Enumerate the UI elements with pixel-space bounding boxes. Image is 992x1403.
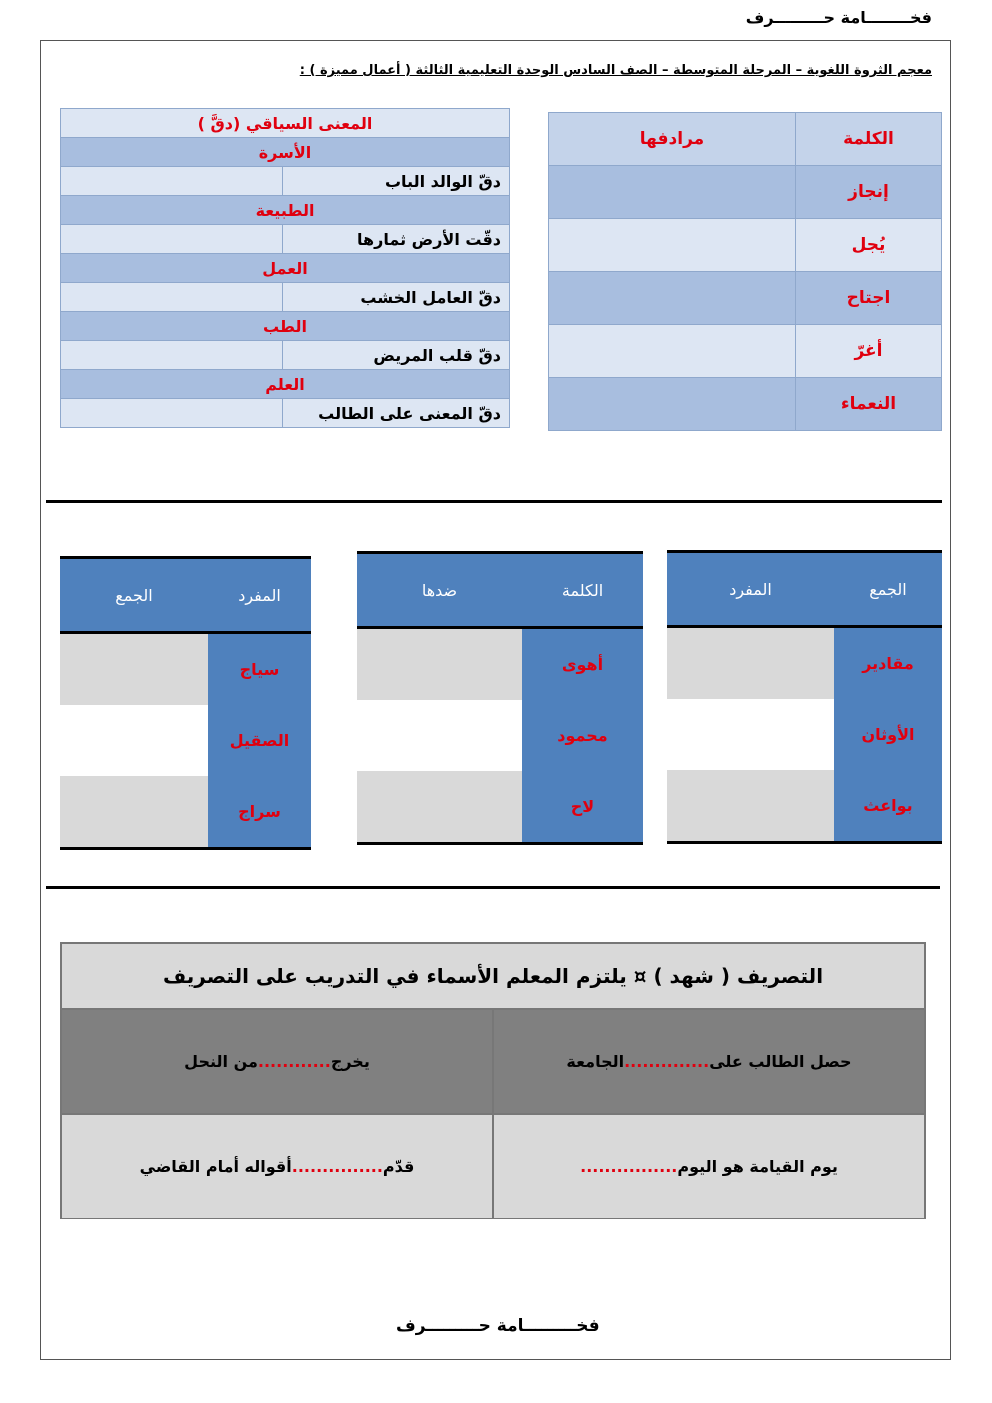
plural-answer[interactable] bbox=[60, 705, 208, 776]
singular-word: الصقيل bbox=[208, 705, 311, 776]
context-category: العمل bbox=[61, 254, 510, 283]
context-example: دقّ قلب المريض bbox=[283, 341, 510, 370]
context-answer[interactable] bbox=[61, 283, 283, 312]
antonyms-table bbox=[357, 551, 643, 845]
conjugation-sentence-2[interactable]: يخرج ............ من النحل bbox=[62, 1010, 494, 1113]
col-singular-header: المفرد bbox=[208, 558, 311, 633]
antonym-word: لاح bbox=[522, 771, 643, 844]
synonym-word: أغرّ bbox=[796, 325, 942, 378]
section-divider bbox=[46, 886, 940, 889]
plural-word: مقادير bbox=[834, 627, 942, 700]
plural-answer[interactable] bbox=[60, 776, 208, 849]
plural-answer[interactable] bbox=[60, 633, 208, 706]
singular-word: سياج bbox=[208, 633, 311, 706]
context-answer[interactable] bbox=[61, 167, 283, 196]
context-example: دقّ العامل الخشب bbox=[283, 283, 510, 312]
conjugation-title: التصريف ( شهد ) ¤ يلتزم المعلم الأسماء في التدريب على التصريف bbox=[62, 944, 924, 1010]
worksheet-subtitle: معجم الثروة اللغوية – المرحلة المتوسطة – الصف السادس الوحدة التعليمية الثالثة ( أعمال مميزة ) : bbox=[299, 63, 932, 78]
context-answer[interactable] bbox=[61, 341, 283, 370]
col-opposite-header: ضدها bbox=[357, 553, 522, 628]
conjugation-sentence-3[interactable]: يوم القيامة هو اليوم ................ bbox=[494, 1115, 924, 1218]
synonym-word: اجتاح bbox=[796, 272, 942, 325]
conjugation-table bbox=[60, 942, 926, 1219]
context-answer[interactable] bbox=[61, 225, 283, 254]
singular-answer[interactable] bbox=[667, 627, 834, 700]
context-meaning-table bbox=[60, 108, 510, 428]
synonym-answer[interactable] bbox=[549, 166, 796, 219]
context-example: دقّ الوالد الباب bbox=[283, 167, 510, 196]
antonym-word: أهوى bbox=[522, 628, 643, 701]
synonym-answer[interactable] bbox=[549, 378, 796, 431]
plural-to-singular-table bbox=[667, 550, 942, 844]
col-word-header: الكلمة bbox=[796, 113, 942, 166]
singular-answer[interactable] bbox=[667, 770, 834, 843]
antonym-word: محمود bbox=[522, 700, 643, 771]
plural-word: الأوثان bbox=[834, 699, 942, 770]
antonym-answer[interactable] bbox=[357, 771, 522, 844]
antonym-answer[interactable] bbox=[357, 700, 522, 771]
antonym-answer[interactable] bbox=[357, 628, 522, 701]
col-singular-header: المفرد bbox=[667, 552, 834, 627]
col-plural-header: الجمع bbox=[834, 552, 942, 627]
footer-title: فخـــــــــامة حـــــــــرف bbox=[396, 1316, 600, 1336]
singular-answer[interactable] bbox=[667, 699, 834, 770]
context-title: المعنى السياقي (دقَّ ) bbox=[61, 109, 510, 138]
context-category: العلم bbox=[61, 370, 510, 399]
conjugation-sentence-4[interactable]: قدّم ............... أقواله أمام القاضي bbox=[62, 1115, 494, 1218]
plural-word: بواعث bbox=[834, 770, 942, 843]
synonym-answer[interactable] bbox=[549, 219, 796, 272]
synonym-word: إنجاز bbox=[796, 166, 942, 219]
col-word-header: الكلمة bbox=[522, 553, 643, 628]
singular-to-plural-table bbox=[60, 556, 311, 850]
col-plural-header: الجمع bbox=[60, 558, 208, 633]
synonym-answer[interactable] bbox=[549, 325, 796, 378]
conjugation-sentence-1[interactable]: حصل الطالب على .............. الجامعة bbox=[494, 1010, 924, 1113]
context-category: الأسرة bbox=[61, 138, 510, 167]
context-answer[interactable] bbox=[61, 399, 283, 428]
synonym-answer[interactable] bbox=[549, 272, 796, 325]
col-synonym-header: مرادفها bbox=[549, 113, 796, 166]
context-category: الطبيعة bbox=[61, 196, 510, 225]
context-example: دقّ المعنى على الطالب bbox=[283, 399, 510, 428]
singular-word: سراج bbox=[208, 776, 311, 849]
context-example: دقّت الأرض ثمارها bbox=[283, 225, 510, 254]
synonyms-table bbox=[548, 112, 942, 431]
context-category: الطب bbox=[61, 312, 510, 341]
header-title: فخــــــــامة حـــــــــرف bbox=[745, 8, 932, 27]
synonym-word: النعماء bbox=[796, 378, 942, 431]
synonym-word: يُجل bbox=[796, 219, 942, 272]
section-divider bbox=[46, 500, 942, 503]
